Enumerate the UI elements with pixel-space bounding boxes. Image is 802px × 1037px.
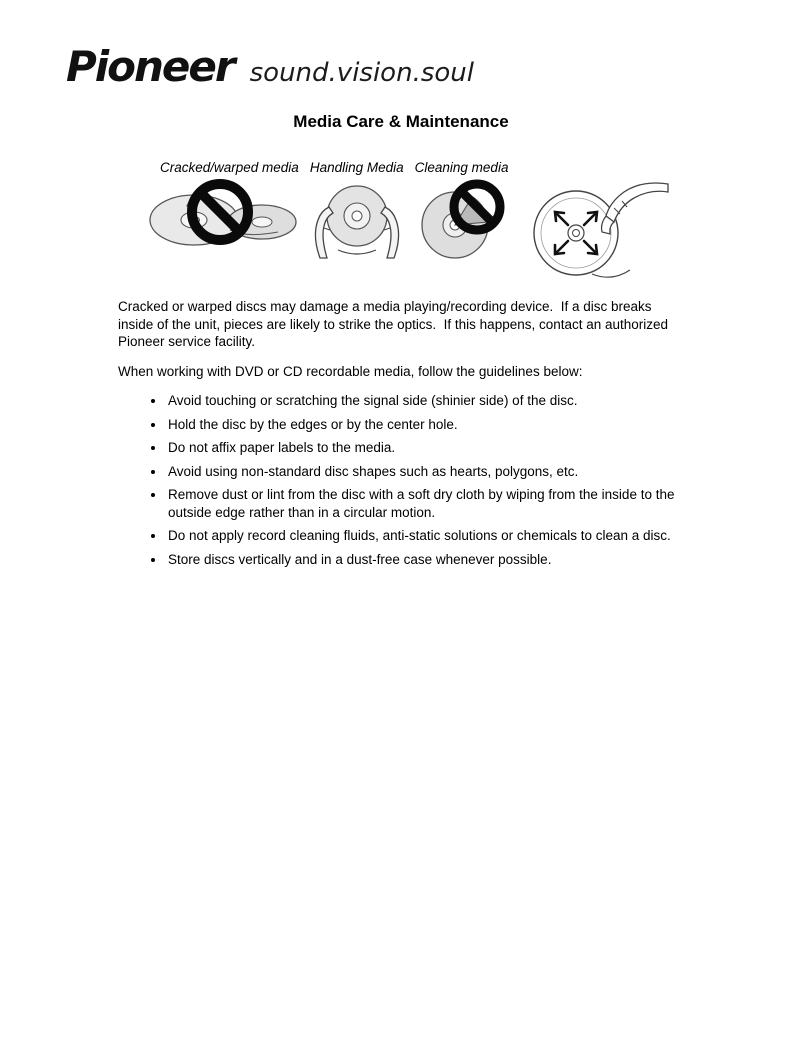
no-paper-label-illustration [416,178,512,262]
guideline-item: • Store discs vertically and in a dust-free case whenever possible. [166,551,690,569]
left-hand-icon [315,207,333,258]
guideline-item: • Do not affix paper labels to the media. [166,439,690,457]
caption-cleaning-media: Cleaning media [414,160,509,175]
paragraph-damage-warning: Cracked or warped discs may damage a media playing/recording device. If a disc breaks inside of the unit, pieces are likely to strike the optics. If this happens, contact an authorized Pioneer service facility. [118,299,672,349]
right-hand-icon [381,207,399,258]
page-title: Media Care & Maintenance [293,112,509,131]
caption-handling-media: Handling Media [309,160,404,175]
pioneer-logo: Pioneer [66,42,234,91]
guideline-item: • Remove dust or lint from the disc with a soft dry cloth by wiping from the inside to the outside edge rather than in a circular motion. [166,486,690,521]
caption-cracked-warped-media: Cracked/warped media [160,160,299,175]
cleaning-media-illustration [522,178,670,292]
guidelines-list [152,392,690,568]
brand-tagline: sound.vision.soul [249,58,474,88]
guideline-item: • Do not apply record cleaning fluids, anti-static solutions or chemicals to clean a disc. [166,527,690,545]
illustrations-row [146,178,670,292]
paragraph-guidelines-intro: When working with DVD or CD recordable media, follow the guidelines below: [118,363,583,379]
handling-media-illustration [308,178,406,260]
guideline-item: • Avoid touching or scratching the signal side (shinier side) of the disc. [166,392,690,410]
figure-captions [160,160,508,175]
cracked-warped-media-illustration [146,178,298,260]
brand-header [66,42,474,91]
guideline-item: • Avoid using non-standard disc shapes such as hearts, polygons, etc. [166,463,690,481]
guideline-item: • Hold the disc by the edges or by the center hole. [166,416,690,434]
body-content [118,298,690,574]
